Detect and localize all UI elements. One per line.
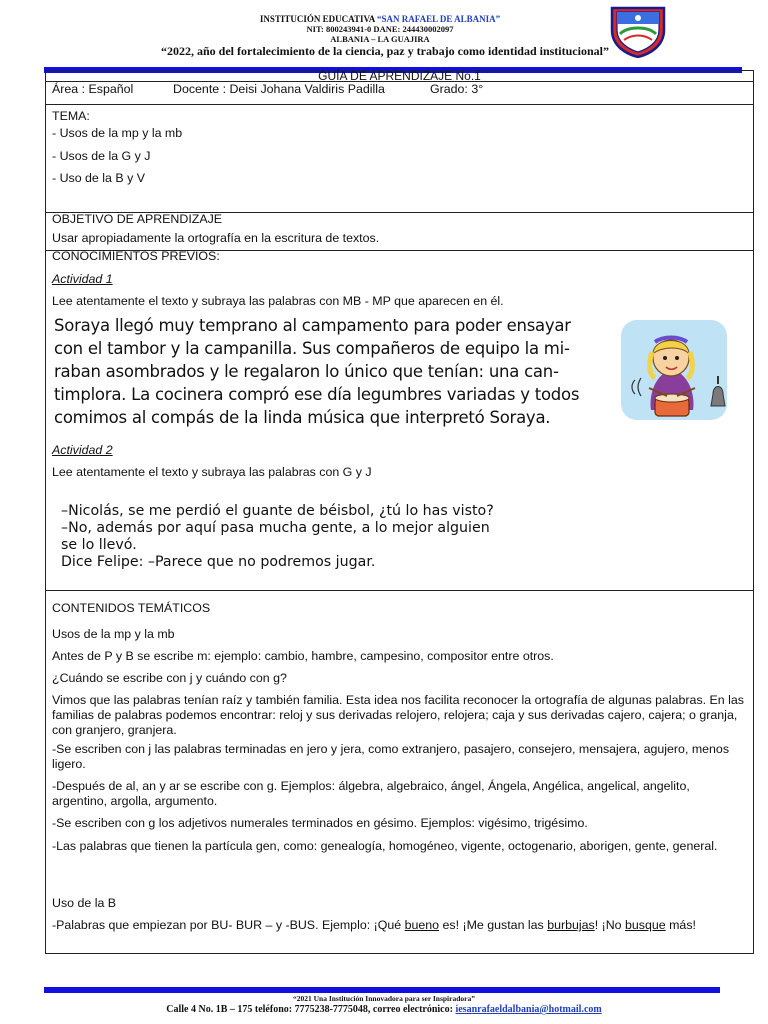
girl-drummer-illustration xyxy=(619,318,737,422)
conocimientos-label: CONOCIMIENTOS PREVIOS: xyxy=(52,249,220,263)
contenidos-section xyxy=(46,590,753,955)
activity-2-dialog xyxy=(61,503,494,571)
story-line: comimos al compás de la linda música que interpretó Soraya. xyxy=(54,408,551,427)
mp-mb-rule: Antes de P y B se escribe m: ejemplo: cambio, hambre, campesino, compositor entre otros. xyxy=(52,649,554,663)
activity-2-label: Actividad 2 xyxy=(52,443,113,457)
b-rule-end: más! xyxy=(665,918,696,932)
b-example-word: busque xyxy=(625,918,666,932)
dialog-line: Dice Felipe: –Parece que no podremos jugar. xyxy=(61,554,376,570)
area-field: Área : Español xyxy=(52,82,134,96)
activity-1-story xyxy=(54,314,579,429)
g-after-paragraph: -Después de al, an y ar se escribe con g. Ejemplos: álgebra, algebraico, ángel, Ángela, Angélica, angelical, angelito, argentino, argolla, argumento. xyxy=(52,779,690,808)
b-rule-start: -Palabras que empiezan por BU- BUR – y -BUS. Ejemplo: ¡Qué xyxy=(52,918,405,932)
dialog-line: –Nicolás, se me perdió el guante de béisbol, ¿tú lo has visto? xyxy=(61,503,494,519)
school-crest-icon xyxy=(606,4,670,58)
activity-2-instruction: Lee atentamente el texto y subraya las palabras con G y J xyxy=(52,465,372,479)
institution-prefix: INSTITUCIÓN EDUCATIVA xyxy=(259,14,375,24)
tema-item-2: - Usos de la G y J xyxy=(52,149,151,163)
dialog-line: –No, además por aquí pasa mucha gente, a lo mejor alguien xyxy=(61,520,490,536)
b-rule-paragraph xyxy=(52,918,748,933)
b-example-word: bueno xyxy=(404,918,440,932)
b-example-word: burbujas xyxy=(547,918,595,932)
footer-slogan: “2021 Una Institución Innovadora para ser Inspiradora” xyxy=(293,994,475,1003)
institutional-motto: “2022, año del fortalecimiento de la ciencia, paz y trabajo como identidad institucional” xyxy=(161,44,609,58)
gen-paragraph: -Las palabras que tienen la partícula gen, como: genealogía, homogéneo, vigente, octogenario, aborigen, gente, general. xyxy=(52,839,718,853)
story-line: timplora. La cocinera compró ese día legumbres variadas y todos xyxy=(54,385,580,404)
tema-item-1: - Usos de la mp y la mb xyxy=(52,126,183,140)
contenidos-label: CONTENIDOS TEMÁTICOS xyxy=(52,601,211,615)
g-j-question: ¿Cuándo se escribe con j y cuándo con g? xyxy=(52,671,287,685)
objetivo-section xyxy=(46,212,753,250)
gesimo-paragraph: -Se escriben con g los adjetivos numerales terminados en gésimo. Ejemplos: vigésimo, trigésimo. xyxy=(52,816,588,830)
tema-label: TEMA: xyxy=(52,109,90,123)
grade-field: Grado: 3° xyxy=(430,82,484,96)
b-rule-text: es! ¡Me gustan las xyxy=(439,918,548,932)
learning-guide-table xyxy=(45,70,754,954)
footer-contact xyxy=(0,1004,768,1015)
location-line: ALBANIA – LA GUAJIRA xyxy=(330,34,430,44)
nit-dane-line: NIT: 800243941-0 DANE: 244430002097 xyxy=(306,24,454,34)
j-rule-paragraph: -Se escriben con j las palabras terminadas en jero y jera, como extranjero, pasajero, consejero, mensajera, agujero, menos ligero. xyxy=(52,742,730,771)
story-line: con el tambor y la campanilla. Sus compañeros de equipo la mi- xyxy=(54,339,570,358)
guide-info-row xyxy=(46,81,753,104)
story-line: Soraya llegó muy temprano al campamento para poder ensayar xyxy=(54,316,571,335)
teacher-field: Docente : Deisi Johana Valdiris Padilla xyxy=(173,82,385,96)
objetivo-text: Usar apropiadamente la ortografía en la escritura de textos. xyxy=(52,231,380,245)
conocimientos-section xyxy=(46,250,753,590)
footer-blue-rule xyxy=(44,987,720,993)
institution-title xyxy=(150,14,610,24)
story-line: raban asombrados y le regalaron lo único que tenían: una can- xyxy=(54,362,559,381)
activity-1-label: Actividad 1 xyxy=(52,272,113,286)
institution-name: “SAN RAFAEL DE ALBANIA” xyxy=(377,14,501,24)
tema-item-3: - Uso de la B y V xyxy=(52,171,145,185)
institution-header xyxy=(150,14,610,44)
footer-email-link[interactable]: iesanrafaeldalbania@hotmail.com xyxy=(455,1004,602,1015)
objetivo-label: OBJETIVO DE APRENDIZAJE xyxy=(52,212,223,226)
b-subtitle: Uso de la B xyxy=(52,896,117,910)
guide-title: GUÍA DE APRENDIZAJE No.1 xyxy=(318,69,481,80)
b-rule-text: ! ¡No xyxy=(594,918,626,932)
footer-address: Calle 4 No. 1B – 175 teléfono: 7775238-7775048, correo electrónico: xyxy=(166,1004,453,1015)
mp-mb-subtitle: Usos de la mp y la mb xyxy=(52,627,175,641)
tema-section xyxy=(46,104,753,212)
activity-1-instruction: Lee atentamente el texto y subraya las palabras con MB - MP que aparecen en él. xyxy=(52,294,504,308)
word-families-paragraph: Vimos que las palabras tenían raíz y también familia. Esta idea nos facilita reconocer la ortografía de algunas palabras. En las familias de palabras podemos encontrar: reloj y sus derivadas relojero, relojera; caja y sus derivadas cajero, cajera; o granja, con granjero, granjera. xyxy=(52,693,744,737)
dialog-line: se lo llevó. xyxy=(61,537,137,553)
